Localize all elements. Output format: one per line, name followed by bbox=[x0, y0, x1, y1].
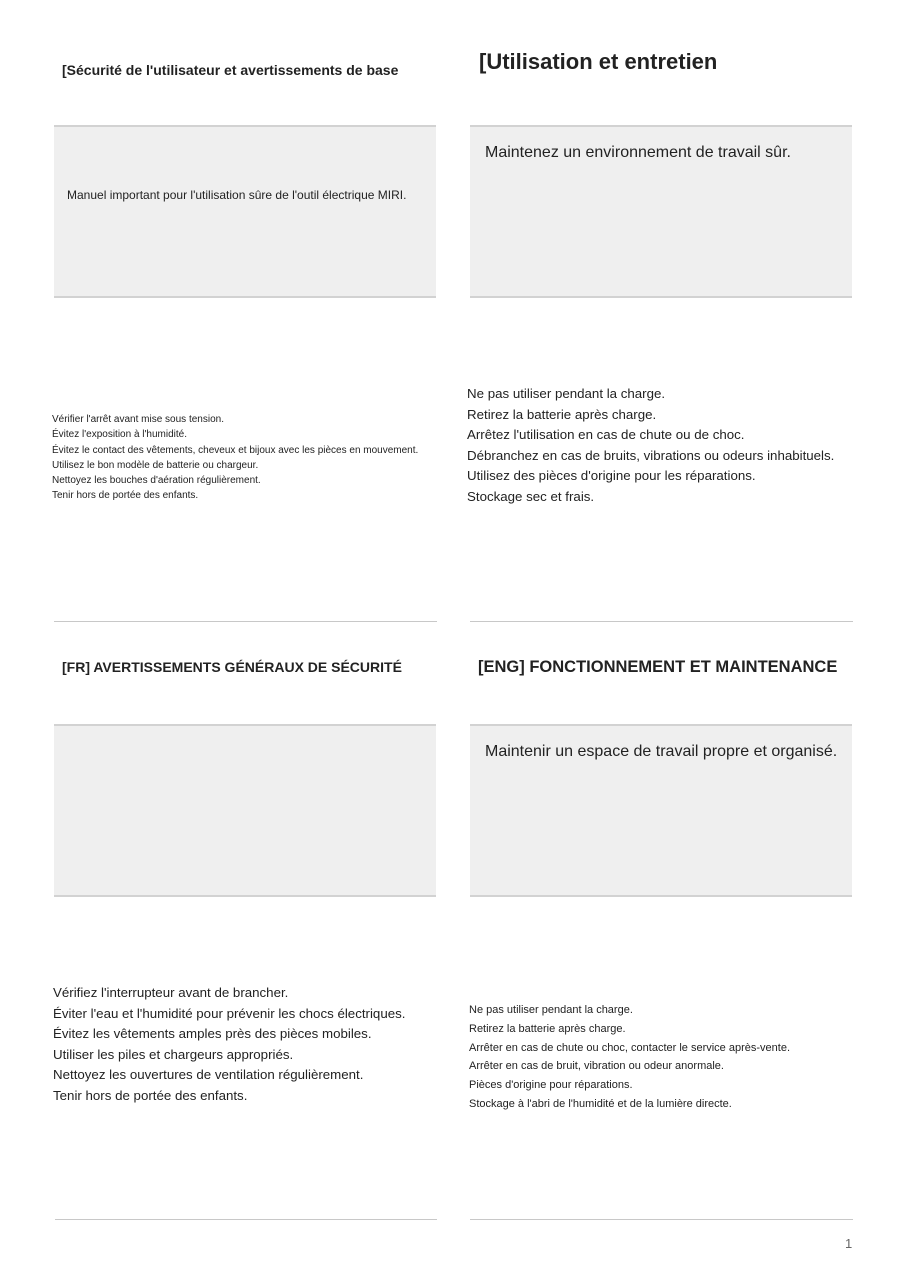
intro-box-user-safety bbox=[54, 125, 436, 298]
list-item: Arrêter en cas de bruit, vibration ou odeur anormale. bbox=[469, 1060, 724, 1073]
divider-right-bottom bbox=[470, 1219, 853, 1220]
list-item: Retirez la batterie après charge. bbox=[467, 406, 657, 422]
section-heading-use-maintenance: [Utilisation et entretien bbox=[479, 49, 718, 74]
maintenance-list-right-bottom bbox=[469, 1001, 790, 1114]
list-item: Évitez le contact des vêtements, cheveux et bijoux avec les pièces en mouvement. bbox=[52, 444, 419, 456]
intro-box-text: Maintenir un espace de travail propre et organisé. bbox=[485, 743, 838, 760]
divider-left-bottom bbox=[55, 1219, 437, 1220]
intro-box-text: Manuel important pour l'utilisation sûre de l'outil électrique MIRI. bbox=[67, 188, 407, 202]
page-number: 1 bbox=[845, 1236, 853, 1251]
intro-box-text: Maintenez un environnement de travail sûr. bbox=[485, 144, 791, 161]
list-item: Évitez l'exposition à l'humidité. bbox=[52, 429, 187, 441]
intro-box-text bbox=[72, 804, 366, 807]
list-item: Vérifier l'arrêt avant mise sous tension. bbox=[52, 414, 224, 425]
intro-box-use-maintenance bbox=[470, 125, 852, 298]
list-item: Utilisez le bon modèle de batterie ou chargeur. bbox=[52, 459, 259, 471]
list-item: Utilisez des pièces d'origine pour les réparations. bbox=[467, 468, 756, 483]
list-item: Retirez la batterie après charge. bbox=[469, 1022, 626, 1035]
section-heading-operation-maintenance: [ENG] FONCTIONNEMENT ET MAINTENANCE bbox=[478, 658, 838, 676]
intro-box-general-warnings bbox=[54, 724, 436, 897]
list-item: Ne pas utiliser pendant la charge. bbox=[469, 1004, 633, 1016]
safety-list-left-top bbox=[52, 412, 418, 504]
list-item: Vérifiez l'interrupteur avant de brancher. bbox=[53, 985, 289, 1000]
list-item: Arrêtez l'utilisation en cas de chute ou de choc. bbox=[467, 427, 745, 442]
list-item: Évitez les vêtements amples près des pièces mobiles. bbox=[53, 1026, 372, 1041]
section-heading-user-safety: [Sécurité de l'utilisateur et avertissements de base bbox=[62, 62, 399, 78]
warnings-list-left-bottom bbox=[53, 983, 405, 1106]
list-item: Ne pas utiliser pendant la charge. bbox=[467, 386, 666, 401]
divider-right-middle bbox=[470, 621, 853, 622]
list-item: Arrêter en cas de chute ou choc, contacter le service après-vente. bbox=[469, 1041, 790, 1054]
maintenance-list-right-top bbox=[467, 384, 834, 507]
divider-left-middle bbox=[54, 621, 437, 622]
list-item: Éviter l'eau et l'humidité pour prévenir les chocs électriques. bbox=[53, 1005, 406, 1021]
section-heading-general-warnings: [FR] AVERTISSEMENTS GÉNÉRAUX DE SÉCURITÉ bbox=[62, 659, 402, 675]
list-item: Nettoyez les bouches d'aération régulièrement. bbox=[52, 475, 261, 487]
list-item: Nettoyez les ouvertures de ventilation régulièrement. bbox=[53, 1067, 364, 1082]
list-item: Stockage à l'abri de l'humidité et de la lumière directe. bbox=[469, 1097, 732, 1110]
list-item: Tenir hors de portée des enfants. bbox=[53, 1087, 248, 1103]
list-item: Utiliser les piles et chargeurs appropriés. bbox=[53, 1046, 294, 1062]
list-item: Pièces d'origine pour réparations. bbox=[469, 1079, 633, 1092]
list-item: Débranchez en cas de bruits, vibrations ou odeurs inhabituels. bbox=[467, 447, 835, 463]
list-item: Tenir hors de portée des enfants. bbox=[52, 490, 199, 502]
intro-box-operation-maintenance bbox=[470, 724, 852, 897]
list-item: Stockage sec et frais. bbox=[467, 488, 595, 504]
